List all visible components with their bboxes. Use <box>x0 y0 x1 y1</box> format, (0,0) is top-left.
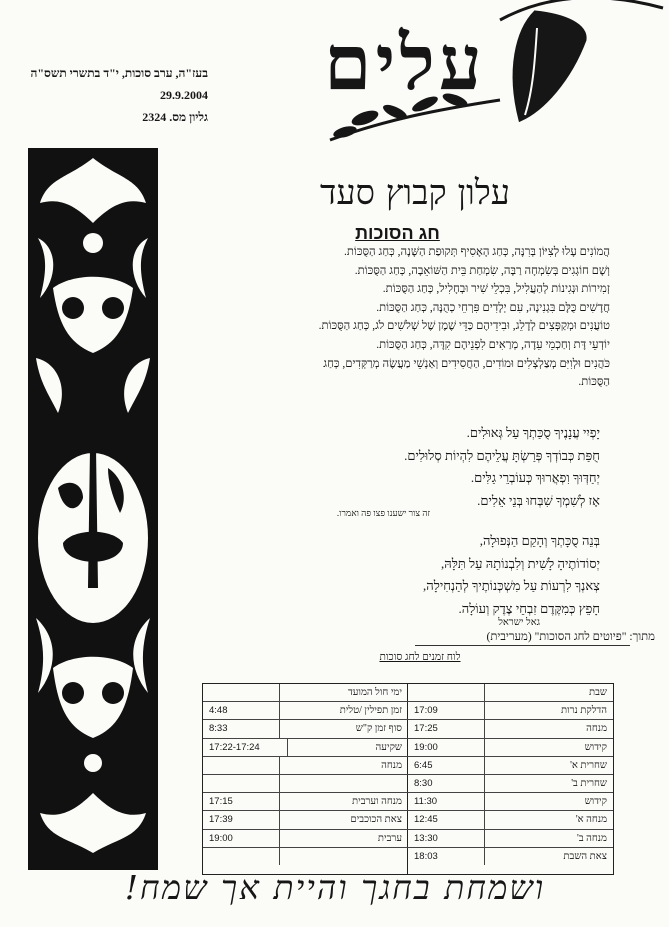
schedule-row <box>203 739 408 757</box>
stanza-line: חָפֵץ כְּמִקֶּדֶם זִבְחֵי צֶדֶק וְעוֹלָה. <box>458 600 600 616</box>
schedule-row <box>203 775 408 793</box>
schedule-row <box>203 811 408 829</box>
schedule-label: צאת הכוכבים <box>350 814 402 826</box>
schedule-time: 18:03 <box>408 848 485 865</box>
schedule-time: 8:33 <box>203 720 280 737</box>
stanza-one <box>290 422 600 512</box>
stanza-line: יְסוֹדוֹתֶיהָ לָשִׁית וְלִבְנוֹתָהּ עַל תִּלָּהּ, <box>441 555 600 571</box>
logo-wordmark: עלים <box>324 18 486 107</box>
stanza-line: חֻפַּת כְּבוֹדְךָ פְּרַשְׂתָּ עֲלֵיהֶם לִהְיוֹת סְלוּלִים. <box>404 447 600 463</box>
schedule-row <box>408 702 613 720</box>
schedule-label: צאת השבת <box>563 850 607 862</box>
stanza-line: יְחַדְּוּךָ וִפְאֲרוּךְ כְּעוֹבְרֵי גַלִּים. <box>470 470 600 485</box>
schedule-label: שקיעה <box>375 741 402 753</box>
poem-line: יוֹדְעֵי דָּת וְחַכְמֵי עֵדָה, מְרַאִים לִפְנֵיהֶם קִדָּה, כְּחַג הַסֻּכּוֹת. <box>376 338 610 351</box>
schedule-label: סוף זמן ק"ש <box>355 723 402 735</box>
schedule-label: זמן תפילין /טלית <box>339 705 402 717</box>
schedule-label: קידוש <box>584 796 607 808</box>
schedule-time: 4:48 <box>203 702 280 719</box>
stanza-line: אָז לְשִׁמְךָ שִׁבְּחוּ בְּנֵי אֵלִים. <box>477 492 600 508</box>
schedule-row <box>203 720 408 738</box>
article-heading: חג הסוכות <box>355 223 440 243</box>
stanza-line: בְּנֵה סֻכָּתְךָ וְהָקֵם הַנְּפוּלָה, <box>479 533 600 548</box>
poem-source: מתוך: "פיוטים לחג הסוכות" (מעריבית) <box>486 631 655 643</box>
schedule-label: קידוש <box>584 741 607 753</box>
schedule-time <box>203 757 280 774</box>
schedule-time: 17:25 <box>408 720 485 737</box>
schedule-label <box>280 848 408 865</box>
schedule-label: ערבית <box>377 832 402 844</box>
schedule-time <box>203 848 280 865</box>
shabbat-column <box>407 684 613 874</box>
holiday-greeting: ושמחת בחגך והיית אך שמח! <box>124 868 546 907</box>
schedule-label: מנחה א' <box>575 814 607 826</box>
schedule-label <box>280 775 408 792</box>
schedule-label: שחרית א' <box>570 759 607 771</box>
schedule-time: 17:22-17:24 <box>203 739 288 756</box>
poem-line: הֲמוֹנִים עָלוּ לְצִיּוֹן בְּרִנָּה, כְּחַג הָאָסִיף תְּקוּפַת הַשָּׁנָה, כְּחַג הַסֻּכּוֹת. <box>344 246 610 258</box>
schedule-row <box>408 848 613 865</box>
schedule-row <box>408 793 613 811</box>
schedule-time: 13:30 <box>408 830 485 847</box>
schedule-row <box>203 830 408 848</box>
schedule-label: ימי חול המועד <box>347 687 402 698</box>
schedule-table <box>202 683 614 875</box>
schedule-row <box>408 775 613 793</box>
source-underline <box>415 645 630 646</box>
schedule-row <box>203 684 408 702</box>
schedule-row <box>203 848 408 865</box>
schedule-label: מנחה <box>586 723 607 735</box>
poem-line: וְשָׁם חוֹגְגִים בְּשִׂמְחָה רַבָּה, שִׂמְחַת בֵּית הַשּׁוֹאֵבָה, כְּחַג הַסֻּכּוֹת. <box>354 264 610 277</box>
stanza-two <box>300 530 600 620</box>
schedule-row <box>408 811 613 829</box>
schedule-time: 8:30 <box>408 775 485 792</box>
poem-author: גאל ישראל <box>498 617 540 628</box>
papercut-decoration-icon <box>28 148 158 870</box>
schedule-time: 12:45 <box>408 811 485 828</box>
schedule-time: 17:09 <box>408 702 485 719</box>
schedule-time <box>203 775 280 792</box>
small-note: זה צור ישענו פצו פה ואמרו. <box>336 508 430 518</box>
stanza-line: צְאנְךָ לִרְעוֹת עַל מִשְׁכְּנוֹתֶיךָ לְהַנְחִילָה, <box>423 578 600 593</box>
issue-info <box>8 62 208 128</box>
poem-line: זְמִירוֹת וּנְגִינוֹת לְהַעֲלִיל, בִּכְלֵי שִׁיר וּבְחָלִיל, כְּחַג הַסֻּכּוֹת. <box>382 283 610 296</box>
schedule-label: שבת <box>589 687 607 698</box>
schedule-row <box>408 739 613 757</box>
chol-hamoed-column <box>203 684 408 874</box>
poem-line: כֹּהֲנִים וּלְוִיִּם מְצַלְצְלִים וּמוֹדִים, הַחֲסִידִים וְאַנְשֵׁי מַעֲשֶׂה מְרַקְּדִים, כְּחַג <box>323 357 610 370</box>
stanza-line: יָפְיִי עֲנָנֶיךָ סֻכַּתְךָ עַל גְּאוּלִים. <box>466 425 600 440</box>
poem-line: הַסֻּכּוֹת. <box>578 376 610 389</box>
schedule-time: 17:15 <box>203 793 280 810</box>
dedication-date: בעז"ה, ערב סוכות, י"ד בתשרי תשס"ה <box>30 66 208 80</box>
schedule-time: 19:00 <box>203 830 280 847</box>
gregorian-date: 29.9.2004 <box>160 88 208 102</box>
schedule-row <box>203 757 408 775</box>
schedule-time: 19:00 <box>408 739 485 756</box>
schedule-time: 6:45 <box>408 757 485 774</box>
schedule-time <box>408 684 485 701</box>
piyut-text <box>215 243 610 392</box>
schedule-label: מנחה ב' <box>577 832 607 844</box>
newsletter-subtitle: עלון קבוץ סעד <box>319 173 511 213</box>
schedule-row <box>408 720 613 738</box>
poem-line: טוֹעֲנִים וּמְקַפְּצִים לְדָלֵג, וּבִידֵיהֶם כַּדֵּי שֶׁמֶן שֶׁל שְׁלֹשִׁים לֹג, כְּחַג הַסֻּכּוֹת. <box>318 320 610 333</box>
schedule-row <box>408 684 613 702</box>
schedule-row <box>408 830 613 848</box>
schedule-row <box>203 702 408 720</box>
schedule-label: שחרית ב' <box>571 777 607 789</box>
poem-line: חֲדָשִׁים כֻּלָּם בִּגְנִינָה, עִם יְלָדִים פִּרְחֵי כְהֻנָּה, כְּחַג הַסֻּכּוֹת. <box>376 301 610 314</box>
schedule-row <box>203 793 408 811</box>
schedule-time <box>203 684 280 701</box>
schedule-row <box>408 757 613 775</box>
schedule-label: מנחה <box>381 759 402 771</box>
issue-number: גליון מס. 2324 <box>142 110 208 124</box>
schedule-time: 11:30 <box>408 793 485 810</box>
schedule-title: לוח זמנים לחג סוכות <box>379 652 461 663</box>
schedule-time: 17:39 <box>203 811 280 828</box>
schedule-label: מנחה וערבית <box>351 796 402 808</box>
schedule-label: הדלקת נרות <box>560 705 607 717</box>
